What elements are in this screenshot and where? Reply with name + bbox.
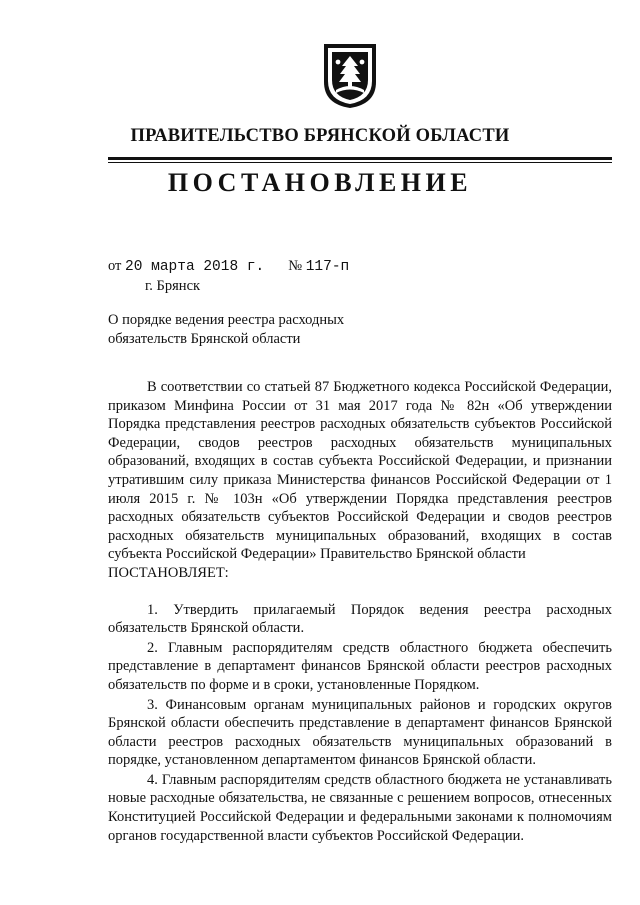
preamble: В соответствии со статьей 87 Бюджетного кодекса Российской Федерации, приказом Минфина России от 31 мая 2017 года № 82н «Об утверждении Порядка представления реестров расходных обязательств субъектов Российской Федерации, сводов реестров расходных обязательств муниципальных образований, входящих в состав субъекта Российской Федерации, и признании утратившим силу приказа Министерства финансов Российской Федерации от 1 июля 2015 г. № 103н «Об утверждении Порядка представления реестров расходных обязательств субъектов Российской Федерации и сводов реестров расходных обязательств муниципальных образований, входящих в состав субъекта Российской Федерации» Правительство Брянской области <box>108 379 612 563</box>
document-number: 117-п <box>305 259 350 275</box>
header-rule-thin <box>108 162 612 163</box>
date-prefix: от <box>108 258 122 274</box>
city: г. Брянск <box>145 278 201 294</box>
bryansk-coat-of-arms-icon <box>322 42 378 110</box>
number-prefix: № <box>288 258 303 274</box>
document-body <box>108 378 612 846</box>
list-item: 1. Утвердить прилагаемый Порядок ведения реестра расходных обязательств Брянской области. <box>108 601 612 637</box>
header-rule-thick <box>108 157 612 160</box>
government-name: ПРАВИТЕЛЬСТВО БРЯНСКОЙ ОБЛАСТИ <box>130 126 510 146</box>
date-value: 20 марта 2018 г. <box>125 259 265 275</box>
decree-word: ПОСТАНОВЛЯЕТ: <box>108 564 229 581</box>
list-item: 2. Главным распорядителям средств областного бюджета обеспечить представление в департамент финансов Брянской области реестров расходных обязательств по форме и в сроки, установленные Порядком. <box>108 639 612 693</box>
document-type: ПОСТАНОВЛЕНИЕ <box>167 168 473 197</box>
list-item: 4. Главным распорядителям средств областного бюджета не устанавливать новые расходные обязательства, не связанные с решением вопросов, отнесенных Конституцией Российской Федерации и федеральными законами к полномочиям органов государственной власти субъектов Российской Федерации. <box>108 771 612 844</box>
document-subject: О порядке ведения реестра расходных обязательств Брянской области <box>108 312 345 347</box>
date-number-line <box>108 258 349 275</box>
list-item: 3. Финансовым органам муниципальных районов и городских округов Брянской области обеспечить представление в департамент финансов Брянской области реестров расходных обязательств муниципальных образований в порядке, установленном департаментом финансов Брянской области. <box>108 696 612 769</box>
